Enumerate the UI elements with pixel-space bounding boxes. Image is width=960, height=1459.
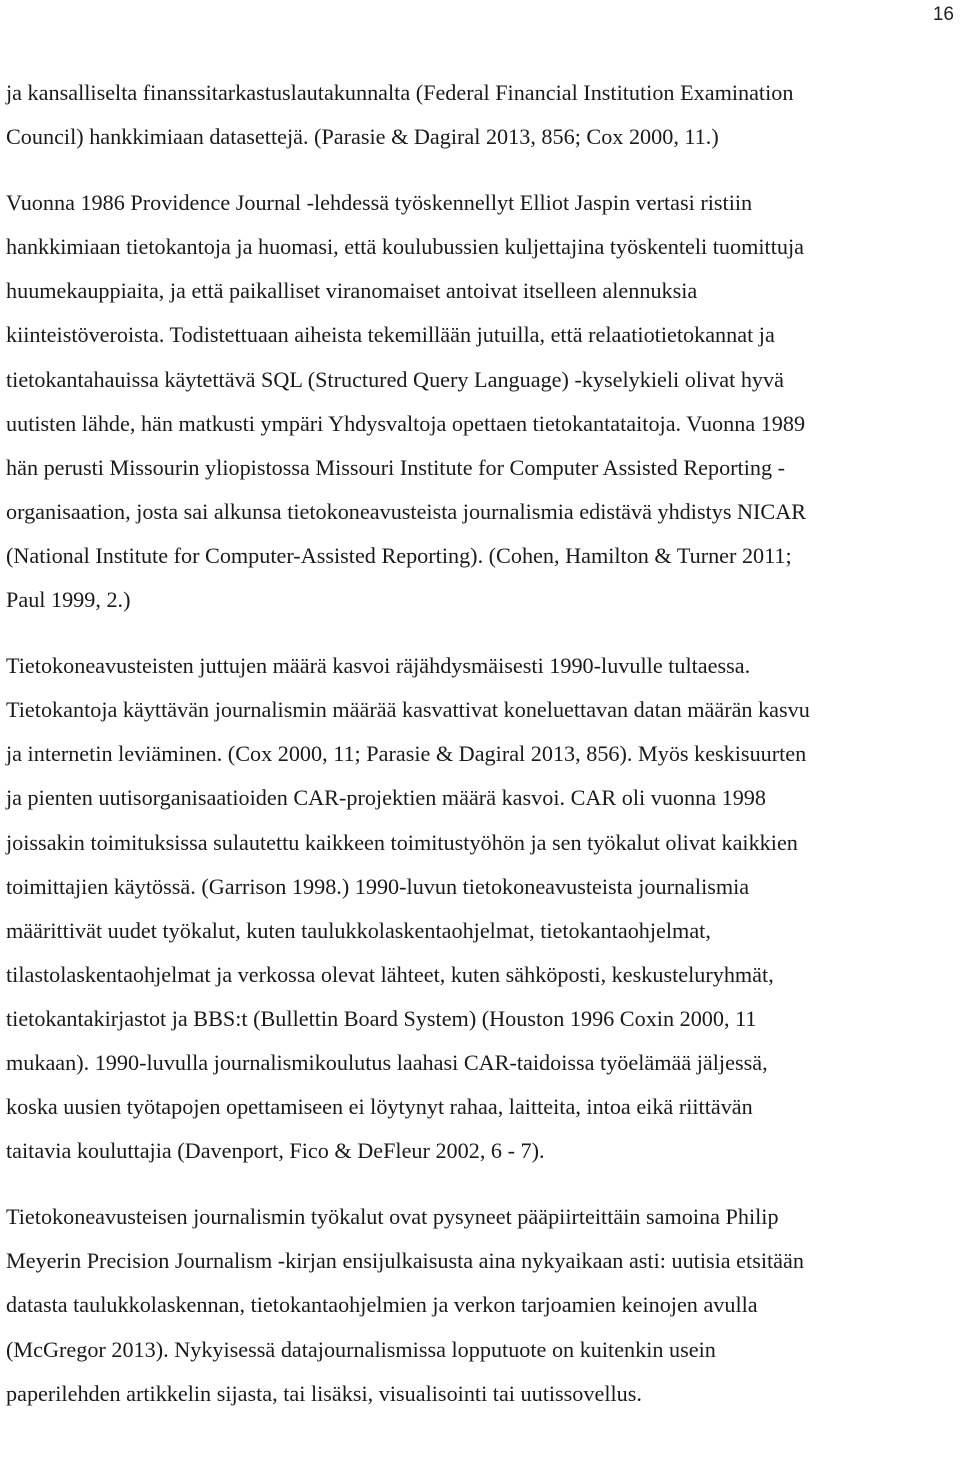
text-line: huumekauppiaita, ja että paikalliset viranomaiset antoivat itselleen alennuksia (6, 278, 698, 304)
text-line: hän perusti Missourin yliopistossa Missouri Institute for Computer Assisted Reporting - (6, 454, 785, 480)
text-line: (National Institute for Computer-Assisted Reporting). (Cohen, Hamilton & Turner 2011; (6, 542, 792, 568)
paragraph (6, 71, 954, 159)
page-number: 16 (932, 4, 954, 25)
text-line: tietokantahauissa käytettävä SQL (Structured Query Language) -kyselykieli olivat hyvä (6, 366, 784, 392)
text-line: kiinteistöveroista. Todistettuaan aiheista tekemillään jutuilla, että relaatiotietokannat ja (6, 322, 775, 348)
text-line: koska uusien työtapojen opettamiseen ei löytynyt rahaa, laitteita, intoa eikä riittävän (6, 1094, 753, 1120)
text-line: (McGregor 2013). Nykyisessä datajournalismissa lopputuote on kuitenkin usein (6, 1336, 716, 1362)
text-line: uutisten lähde, hän matkusti ympäri Yhdysvaltoja opettaen tietokantataitoja. Vuonna 1989 (6, 410, 806, 436)
text-line: datasta taulukkolaskennan, tietokantaohjelmien ja verkon tarjoamien keinojen avulla (6, 1292, 758, 1318)
text-line: hankkimiaan tietokantoja ja huomasi, että koulubussien kuljettajina työskenteli tuomittuja (6, 234, 804, 260)
text-line: ja kansalliselta finanssitarkastuslautakunnalta (Federal Financial Institution Examination (6, 80, 794, 105)
text-line: tilastolaskentaohjelmat ja verkossa olevat lähteet, kuten sähköposti, keskusteluryhmät, (6, 961, 774, 987)
text-line: Tietokoneavusteisen journalismin työkalut ovat pysyneet pääpiirteittäin samoina Philip (6, 1204, 779, 1230)
text-line: ja pienten uutisorganisaatioiden CAR-projektien määrä kasvoi. CAR oli vuonna 1998 (6, 785, 766, 811)
paragraph (6, 181, 954, 622)
text-line: Vuonna 1986 Providence Journal -lehdessä työskennellyt Elliot Jaspin vertasi ristiin (6, 190, 753, 216)
text-line: taitavia kouluttajia (Davenport, Fico & DeFleur 2002, 6 - 7). (6, 1138, 545, 1164)
text-line: ja internetin leviäminen. (Cox 2000, 11; Parasie & Dagiral 2013, 856). Myös keskisuurten (6, 741, 807, 767)
text-line: joissakin toimituksissa sulautettu kaikkeen toimitustyöhön ja sen työkalut olivat kaikkien (6, 829, 798, 855)
text-line: toimittajien käytössä. (Garrison 1998.) 1990-luvun tietokoneavusteista journalismia (6, 873, 750, 899)
text-line: paperilehden artikkelin sijasta, tai lisäksi, visualisointi tai uutissovellus. (6, 1380, 642, 1406)
document-body (6, 71, 954, 1438)
text-line: mukaan). 1990-luvulla journalismikoulutus laahasi CAR-taidoissa työelämää jäljessä, (6, 1049, 768, 1075)
text-line: Paul 1999, 2.) (6, 587, 131, 613)
text-line: Tietokoneavusteisten juttujen määrä kasvoi räjähdysmäisesti 1990-luvulle tultaessa. (6, 653, 751, 679)
text-line: organisaation, josta sai alkunsa tietokoneavusteista journalismia edistävä yhdistys NICAR (6, 498, 807, 524)
paragraph (6, 644, 954, 1173)
text-line: tietokantakirjastot ja BBS:t (Bullettin Board System) (Houston 1996 Coxin 2000, 11 (6, 1005, 757, 1031)
paragraph (6, 1195, 954, 1415)
text-line: Meyerin Precision Journalism -kirjan ensijulkaisusta aina nykyaikaan asti: uutisia etsitään (6, 1248, 804, 1274)
text-line: Council) hankkimiaan datasettejä. (Parasie & Dagiral 2013, 856; Cox 2000, 11.) (6, 124, 719, 150)
text-line: Tietokantoja käyttävän journalismin määrää kasvattivat koneluettavan datan määrän kasvu (6, 697, 810, 723)
text-line: määrittivät uudet työkalut, kuten taulukkolaskentaohjelmat, tietokantaohjelmat, (6, 917, 711, 943)
